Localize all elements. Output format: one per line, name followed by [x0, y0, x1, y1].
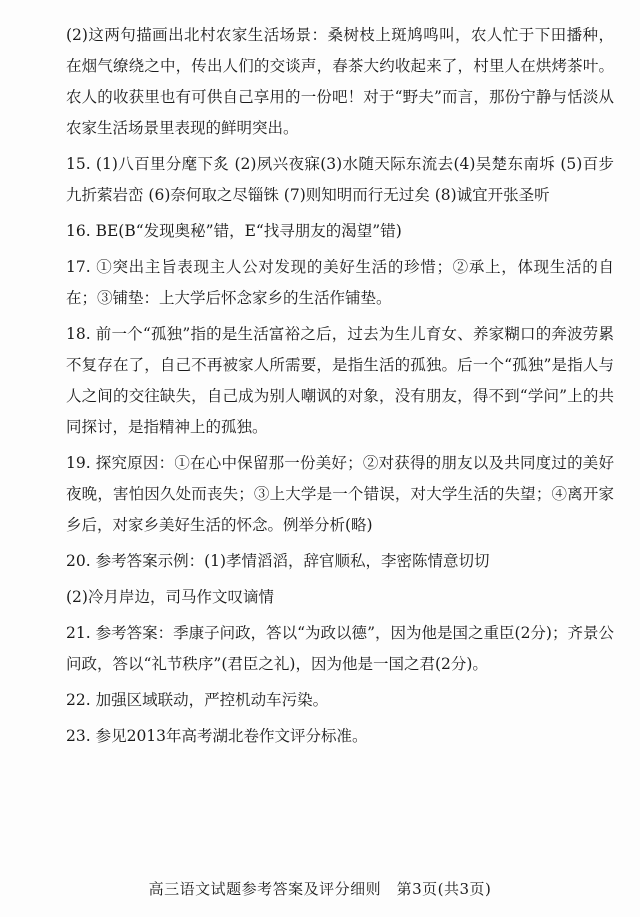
answer-content — [66, 20, 614, 757]
answer-22: 22. 加强区域联动，严控机动车污染。 — [66, 691, 329, 709]
answer-15: 15. (1)八百里分麾下炙 (2)夙兴夜寐(3)水随天际东流去(4)吴楚东南坼 (5)百步九折萦岩峦 (6)奈何取之尽锱铢 (7)则知明而行无过矣 (8)诚宜开张圣听 — [66, 155, 614, 204]
answer-21: 21. 参考答案：季康子问政，答以“为政以德”，因为他是国之重臣(2分)；齐景公问政，答以“礼节秩序”(君臣之礼)，因为他是一国之君(2分)。 — [66, 624, 614, 673]
answer-14-part-2: (2)这两句描画出北村农家生活场景：桑树枝上斑鸠鸣叫，农人忙于下田播种，在烟气缭绕之中，传出人们的交谈声，春茶大约收起来了，村里人在烘烤茶叶。农人的收获里也有可供自己享用的一份吧！对于“野夫”而言，那份宁静与恬淡从农家生活场景里表现的鲜明突出。 — [66, 26, 614, 137]
answer-18: 18. 前一个“孤独”指的是生活富裕之后，过去为生儿育女、养家糊口的奔波劳累不复存在了，自己不再被家人所需要，是指生活的孤独。后一个“孤独”是指人与人之间的交往缺失，自己成为别人嘲讽的对象，没有朋友，得不到“学问”上的共同探讨，是指精神上的孤独。 — [66, 325, 614, 436]
page-footer: 高三语文试题参考答案及评分细则 第3页(共3页) — [148, 880, 492, 898]
answer-19: 19. 探究原因：①在心中保留那一份美好；②对获得的朋友以及共同度过的美好夜晚，害怕因久处而丧失；③上大学是一个错误，对大学生活的失望；④离开家乡后，对家乡美好生活的怀念。例举分析(略) — [66, 454, 614, 534]
answer-16: 16. BE(B“发现奥秘”错，E“找寻朋友的渴望”错) — [66, 222, 402, 240]
answer-17: 17. ①突出主旨表现主人公对发现的美好生活的珍惜；②承上，体现生活的自在；③铺垫：上大学后怀念家乡的生活作铺垫。 — [66, 258, 614, 307]
answer-20-part-1: 20. 参考答案示例：(1)孝情滔滔，辞官顺私，李密陈情意切切 — [66, 552, 490, 570]
answer-20-part-2: (2)冷月岸边，司马作文叹谪情 — [66, 588, 274, 606]
answer-23: 23. 参见2013年高考湖北卷作文评分标准。 — [66, 727, 368, 745]
